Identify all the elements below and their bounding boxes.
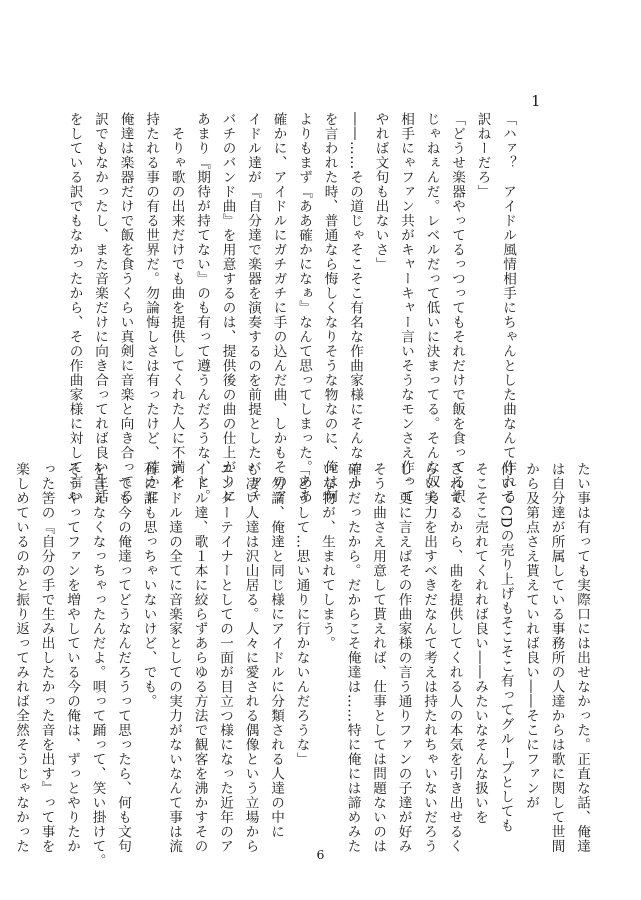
chapter-number: 1 (531, 92, 541, 110)
text-line: 石に誰も思っちゃいないけど、でも。 (140, 462, 157, 709)
text-line: 「ハァ？ アイドル風情相手にちゃんとした曲なんて作れる (500, 112, 516, 504)
text-line: った筈の『自分の手で生み出したかった音を出す』って事を (38, 462, 55, 854)
text-line: そうな曲さえ用意して貰えれば、仕事としては問題ないのは (370, 462, 386, 854)
text-line: 付いてCDの売り上げもそこそこ有ってグループとしても (497, 462, 514, 834)
text-line: 勿論、俺達と同じ様にアイドルに分類される人達の中に (268, 462, 284, 839)
text-line: いな物が、生まれてしまう。 (319, 462, 335, 651)
text-line: 「どうして…思い通りに行かないんだろうな」 (293, 462, 310, 767)
text-line: を言えなくなっちゃったんだよ。唄って踊って、笑い掛けて。 (89, 462, 106, 868)
text-block-top (60, 112, 520, 504)
text-line: アイドル達の全てに音楽家としての実力がないなんて事は流 (166, 462, 182, 854)
text-line: 相手にゃファン共がキャーキャー言いそうなモンさえ作って (398, 112, 414, 504)
text-line: そこそこ売れてくれれば良い――みたいなそんな扱いを (472, 462, 488, 825)
text-line: でも今の俺達ってどうなんだろうって思ったら、何も文句 (115, 462, 131, 854)
text-line: ――……その道じゃそこそこ有名な作曲家様にそんなコト (347, 112, 363, 489)
text-line: 楽しめているのかと振り返ってみれば全然そうじゃなかった (13, 462, 29, 854)
text-line: 訳でもなかったし、また音楽だけに向き合ってれば良い生活 (92, 112, 108, 504)
text-line: し。更に言えばその作曲家様の言う通りファンの子達が好み (395, 462, 412, 854)
text-line: 持たれる事の有る世界だ。勿論悔しさは有ったけど、確かに (143, 112, 159, 504)
text-line: イドル達が『自分達で楽器を演奏するのを前提としたバッチ (245, 112, 261, 504)
text-block-bottom (13, 462, 594, 868)
text-line: 「どうせ楽器やってるっつってもそれだけで飯を食ってる訳 (449, 112, 465, 504)
text-line: 確かに、アイドルにガチガチに手の込んだ曲、しかもそのア (270, 112, 287, 504)
text-line: 訳ねーだろ」 (474, 112, 491, 199)
text-line: 俺達は楽器だけで飯を食うくらい真剣に音楽と向き合ってる (117, 112, 134, 504)
text-line: あまり『期待が持てない』のも有って遵うんだろうな、と。 (194, 112, 210, 504)
text-line: をしている訳でもなかったから、その作曲家様に対して言い (66, 112, 83, 504)
text-line: されてるから、曲を提供してくれる人の本気を引き出せるく (446, 462, 463, 854)
text-line: から及第点さえ貰えていれば良い――そこにファンが (523, 462, 539, 810)
text-line: やれば文句も出ないさ」 (372, 112, 389, 272)
text-line: そうやってファンを増やしている今の俺は、ずっとやりたか (64, 462, 80, 854)
text-line: バチのバンド曲』を用意するのは、提供後の曲の仕上がりに (219, 112, 236, 504)
text-line: 確かだったから。だからこそ俺達は……特に俺には諦めみた (344, 462, 361, 854)
text-line: は自分達が所属している事務所の人達からは歌に関して世間 (548, 462, 565, 854)
text-line: らい実力を出すべきだなんて考えは持たれちゃいないだろう (421, 462, 437, 854)
text-line: エンターテイナーとしての一面が目立つ様になった近年のア (217, 462, 233, 854)
page-number: 6 (316, 847, 325, 862)
text-line: も凄い人達は沢山居る。人々に愛される偶像という立場から (242, 462, 259, 854)
text-line: を言われた時、普通なら悔しくなりそうな物なのに、俺は何 (321, 112, 338, 504)
text-line: よりもまず『ああ確かになぁ』なんて思ってしまった。ああ (296, 112, 312, 504)
text-line: イドル達、歌１本に絞らずあらゆる方法で観客を沸かすその (191, 462, 208, 854)
text-line: じゃねぇんだ。レベルだって低いに決まってる。そんな奴ら (423, 112, 440, 504)
text-line: たい事は有っても実際口には出せなかった。正直な話、俺達 (574, 462, 590, 854)
text-line: そりゃ歌の出来だけでも曲を提供してくれた人に不満を (168, 112, 185, 489)
